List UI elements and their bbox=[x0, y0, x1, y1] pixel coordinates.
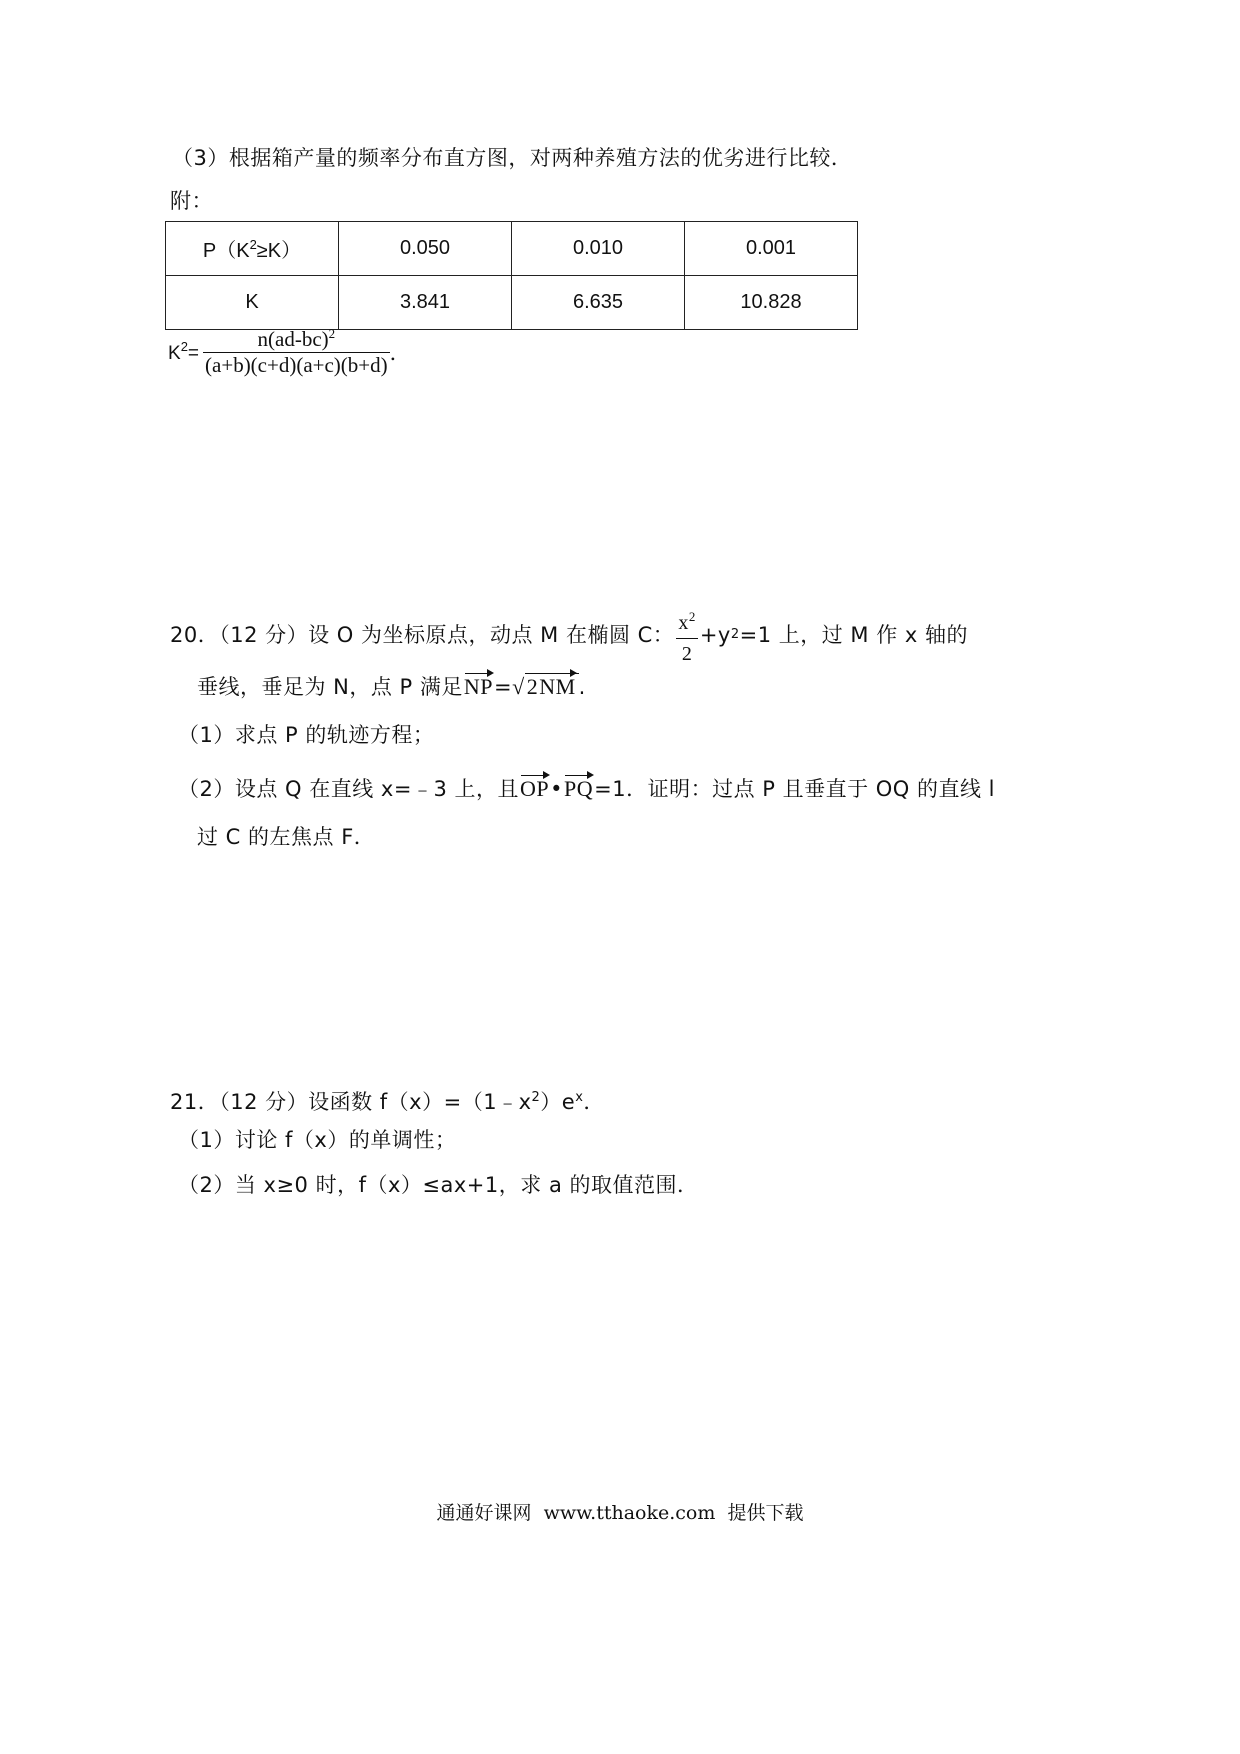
chi-square-formula: $K^2=$ $\frac{n(ad-bc)^2}{(a+b)(c+d)(a+c)(b+d)}$ ． bbox=[168, 326, 411, 377]
q21-part1: （1）讨论 f（x）的单调性； bbox=[178, 1128, 457, 1152]
critical-value-table bbox=[165, 221, 858, 330]
table-cell: 10.828 bbox=[685, 276, 858, 330]
q20-line2: 垂线，垂足为 N，点 P 满足 NP = √2NM . bbox=[197, 668, 586, 702]
vector-nm: NM bbox=[538, 672, 576, 702]
table-cell: 3.841 bbox=[339, 276, 512, 330]
q20-part2-line2: 过 C 的左焦点 F． bbox=[197, 825, 376, 849]
q21-part2: （2）当 x≥0 时，f（x）≤ax+1，求 a 的取值范围． bbox=[178, 1173, 699, 1197]
q20-part2: （2）设点 Q 在直线 x=﹣3 上，且 OP • PQ =1．证明：过点 P 且垂直于 OQ 的直线 l bbox=[178, 770, 995, 804]
q21-line1: 21．（12 分）设函数 $f(x)=(1﹣x^2)e^x$． bbox=[170, 1090, 605, 1114]
sqrt-two: √2NM bbox=[512, 672, 579, 702]
page-footer: 通通好课网 www.tthaoke.com 提供下载 bbox=[436, 1502, 804, 1524]
ellipse-fraction: $\frac{x^2}{2}$ bbox=[676, 602, 698, 669]
vector-op: OP bbox=[519, 774, 550, 804]
vector-pq: PQ bbox=[563, 774, 594, 804]
table-cell-p-label: $P(K^2\ge K)$ bbox=[166, 222, 339, 276]
table-cell: 0.010 bbox=[512, 222, 685, 276]
table-row-probability bbox=[166, 222, 858, 276]
formula-numerator: n(ad-bc) bbox=[257, 327, 329, 351]
formula-fraction: $\frac{n(ad-bc)^2}{(a+b)(c+d)(a+c)(b+d)}$ bbox=[205, 326, 388, 377]
formula-denominator: (a+b)(c+d)(a+c)(b+d) bbox=[205, 353, 388, 377]
table-cell: 0.001 bbox=[685, 222, 858, 276]
q19-part3-text: （3）根据箱产量的频率分布直方图，对两种养殖方法的优劣进行比较． bbox=[172, 146, 853, 170]
table-cell: 0.050 bbox=[339, 222, 512, 276]
q20-line1: 20．（12 分）设 O 为坐标原点，动点 M 在椭圆 C： $\frac{x^2}{2}$ +y 2 =1 上，过 M 作 x 轴的 bbox=[170, 612, 968, 658]
q20-part1: （1）求点 P 的轨迹方程； bbox=[178, 723, 435, 747]
vector-np: NP bbox=[463, 672, 494, 702]
table-cell-k-label: K bbox=[166, 276, 339, 330]
formula-lhs: $K^2=$ bbox=[168, 339, 200, 364]
table-cell: 6.635 bbox=[512, 276, 685, 330]
appendix-label: 附： bbox=[170, 189, 213, 213]
